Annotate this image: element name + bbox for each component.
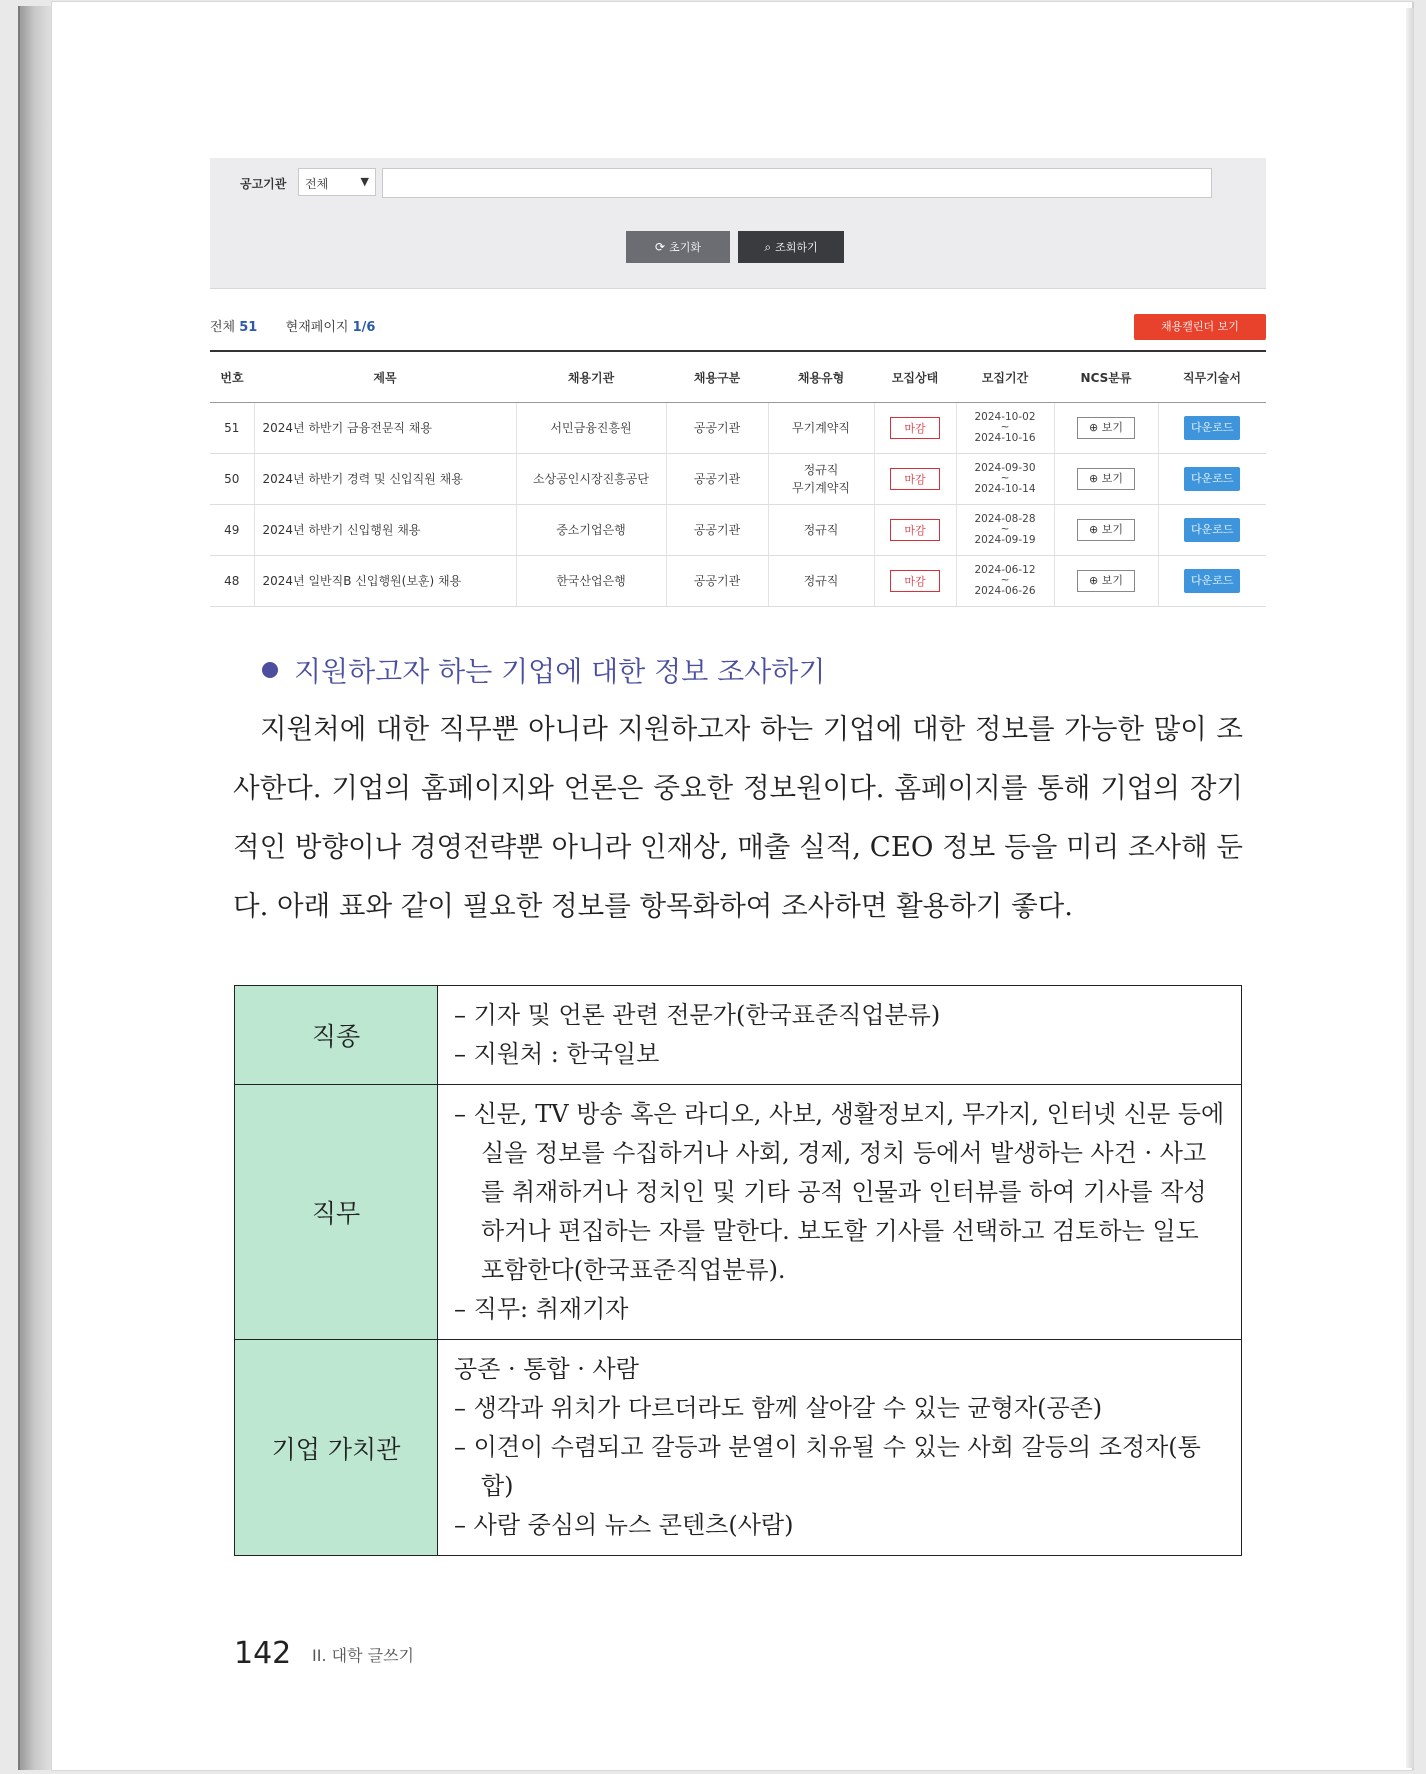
page-value: 1/6 [352,320,376,335]
info-line: – 기자 및 언론 관련 전문가(한국표준직업분류) [454,1001,941,1029]
ncs-cell [1054,505,1158,556]
jd-cell [1158,505,1266,556]
period-separator: ~ [1000,472,1010,485]
column-header: 채용구분 [666,351,768,403]
page-label: 현재페이지 [285,320,349,335]
info-line: – 이견이 수렴되고 갈등과 분열이 치유될 수 있는 사회 갈등의 조정자(통합) [454,1433,1201,1500]
status-badge: 마감 [890,417,940,439]
table-row[interactable] [210,403,1266,454]
ncs-cell [1054,454,1158,505]
period-start: 2024-10-02 [974,411,1036,424]
ncs-view-button[interactable] [1077,468,1135,490]
download-button[interactable]: 다운로드 [1184,416,1240,440]
job-title-link[interactable]: 2024년 하반기 경력 및 신입직원 채용 [254,454,516,505]
search-button[interactable] [738,231,844,263]
info-row [235,986,1242,1085]
column-header: 제목 [254,351,516,403]
chevron-down-icon: ▼ [360,175,369,188]
period-cell [956,556,1054,607]
info-row-header: 기업 가치관 [235,1340,438,1556]
info-line: – 생각과 위치가 다르더라도 함께 살아갈 수 있는 균형자(공존) [454,1394,1103,1422]
jd-cell [1158,403,1266,454]
employment-type: 정규직 [768,505,874,556]
row-number: 48 [210,556,254,607]
search-panel [210,158,1266,289]
book-spine [18,6,56,1770]
period-start: 2024-06-12 [974,564,1036,577]
hiring-org: 한국산업은행 [516,556,666,607]
search-button-label: 조회하기 [775,241,818,254]
job-table [210,350,1266,607]
total-count: 51 [239,320,258,335]
period-start: 2024-08-28 [974,513,1036,526]
period-end: 2024-10-16 [974,431,1036,444]
column-header: 채용기관 [516,351,666,403]
info-row-content [438,986,1242,1085]
reset-button[interactable] [626,231,730,263]
zoom-in-icon: ⊕ [1089,574,1099,587]
info-line: – 지원처 : 한국일보 [454,1040,660,1068]
job-title-link[interactable]: 2024년 하반기 신입행원 채용 [254,505,516,556]
info-line: 공존 · 통합 · 사람 [454,1355,639,1383]
refresh-icon: ⟳ [655,240,666,254]
period-cell [956,505,1054,556]
ncs-view-button[interactable] [1077,417,1135,439]
jd-cell [1158,556,1266,607]
period-end: 2024-10-14 [974,482,1036,495]
bullet-icon [262,662,278,678]
employment-type: 무기계약직 [768,403,874,454]
employment-type: 정규직 무기계약직 [768,454,874,505]
ncs-view-label: 보기 [1101,472,1123,485]
section-heading-text: 지원하고자 하는 기업에 대한 정보 조사하기 [294,655,826,688]
employment-type: 정규직 [768,556,874,607]
period-cell [956,454,1054,505]
ncs-view-button[interactable] [1077,519,1135,541]
status-cell [874,454,956,505]
job-title-link[interactable]: 2024년 하반기 금융전문직 채용 [254,403,516,454]
info-row-header: 직종 [235,986,438,1085]
search-input[interactable] [382,168,1212,198]
jd-cell [1158,454,1266,505]
hiring-category: 공공기관 [666,454,768,505]
column-header: 직무기술서 [1158,351,1266,403]
info-row-content [438,1085,1242,1340]
status-cell [874,556,956,607]
column-header: 채용유형 [768,351,874,403]
hiring-org: 중소기업은행 [516,505,666,556]
period-cell [956,403,1054,454]
job-title-link[interactable]: 2024년 일반직B 신입행원(보훈) 채용 [254,556,516,607]
ncs-view-label: 보기 [1101,421,1123,434]
zoom-in-icon: ⊕ [1089,472,1099,485]
hiring-category: 공공기관 [666,505,768,556]
info-line: – 신문, TV 방송 혹은 라디오, 사보, 생활정보지, 무가지, 인터넷 신문 등에 실을 정보를 수집하거나 사회, 경제, 정치 등에서 발생하는 사건 · 사고를 취재하거나 정치인 및 기타 공적 인물과 인터뷰를 하여 기사를 작성하거나 편집하는 자를 말한다. 보도할 기사를 선택하고 검토하는 일도 포함한다(한국표준직업분류). [454,1100,1225,1284]
body-paragraph-text: 지원처에 대한 직무뿐 아니라 지원하고자 하는 기업에 대한 정보를 가능한 많이 조사한다. 기업의 홈페이지와 언론은 중요한 정보원이다. 홈페이지를 통해 기업의 장기적인 방향이나 경영전략뿐 아니라 인재상, 매출 실적, CEO 정보 등을 미리 조사해 둔다. 아래 표와 같이 필요한 정보를 항목화하여 조사하면 활용하기 좋다. [233,713,1243,922]
search-agency-label: 공고기관 [240,177,287,191]
ncs-cell [1054,556,1158,607]
status-badge: 마감 [890,468,940,490]
info-line: – 직무: 취재기자 [454,1295,629,1323]
page-number: 142 [234,1636,292,1671]
download-button[interactable]: 다운로드 [1184,518,1240,542]
hiring-category: 공공기관 [666,556,768,607]
table-row[interactable] [210,454,1266,505]
total-label: 전체 [210,320,236,335]
agency-select-value: 전체 [305,177,329,191]
table-header-row [210,351,1266,403]
running-head: II. 대학 글쓰기 [312,1646,414,1665]
hiring-org: 소상공인시장진흥공단 [516,454,666,505]
status-cell [874,505,956,556]
period-separator: ~ [1000,574,1010,587]
download-button[interactable]: 다운로드 [1184,569,1240,593]
hiring-category: 공공기관 [666,403,768,454]
info-row-header: 직무 [235,1085,438,1340]
ncs-view-label: 보기 [1101,574,1123,587]
row-number: 51 [210,403,254,454]
column-header: 모집기간 [956,351,1054,403]
table-row[interactable] [210,556,1266,607]
calendar-button[interactable]: 채용캘린더 보기 [1134,314,1266,340]
column-header: 번호 [210,351,254,403]
search-icon: ⌕ [764,240,772,254]
period-end: 2024-09-19 [974,533,1036,546]
column-header: 모집상태 [874,351,956,403]
status-badge: 마감 [890,570,940,592]
info-row [235,1340,1242,1556]
row-number: 49 [210,505,254,556]
section-heading [262,650,825,690]
ncs-view-button[interactable] [1077,570,1135,592]
zoom-in-icon: ⊕ [1089,523,1099,536]
table-row[interactable] [210,505,1266,556]
period-end: 2024-06-26 [974,584,1036,597]
info-row [235,1085,1242,1340]
info-line: – 사람 중심의 뉴스 콘텐츠(사람) [454,1511,794,1539]
status-badge: 마감 [890,519,940,541]
column-header: NCS분류 [1054,351,1158,403]
period-start: 2024-09-30 [974,462,1036,475]
info-row-content [438,1340,1242,1556]
company-info-table [234,985,1242,1556]
ncs-cell [1054,403,1158,454]
page-edge [1406,8,1414,1768]
agency-select[interactable] [298,168,376,196]
ncs-view-label: 보기 [1101,523,1123,536]
period-separator: ~ [1000,523,1010,536]
reset-button-label: 초기화 [669,241,701,254]
hiring-org: 서민금융진흥원 [516,403,666,454]
row-number: 50 [210,454,254,505]
list-summary [210,316,375,335]
status-cell [874,403,956,454]
period-separator: ~ [1000,421,1010,434]
download-button[interactable]: 다운로드 [1184,467,1240,491]
body-paragraph [233,700,1243,936]
zoom-in-icon: ⊕ [1089,421,1099,434]
